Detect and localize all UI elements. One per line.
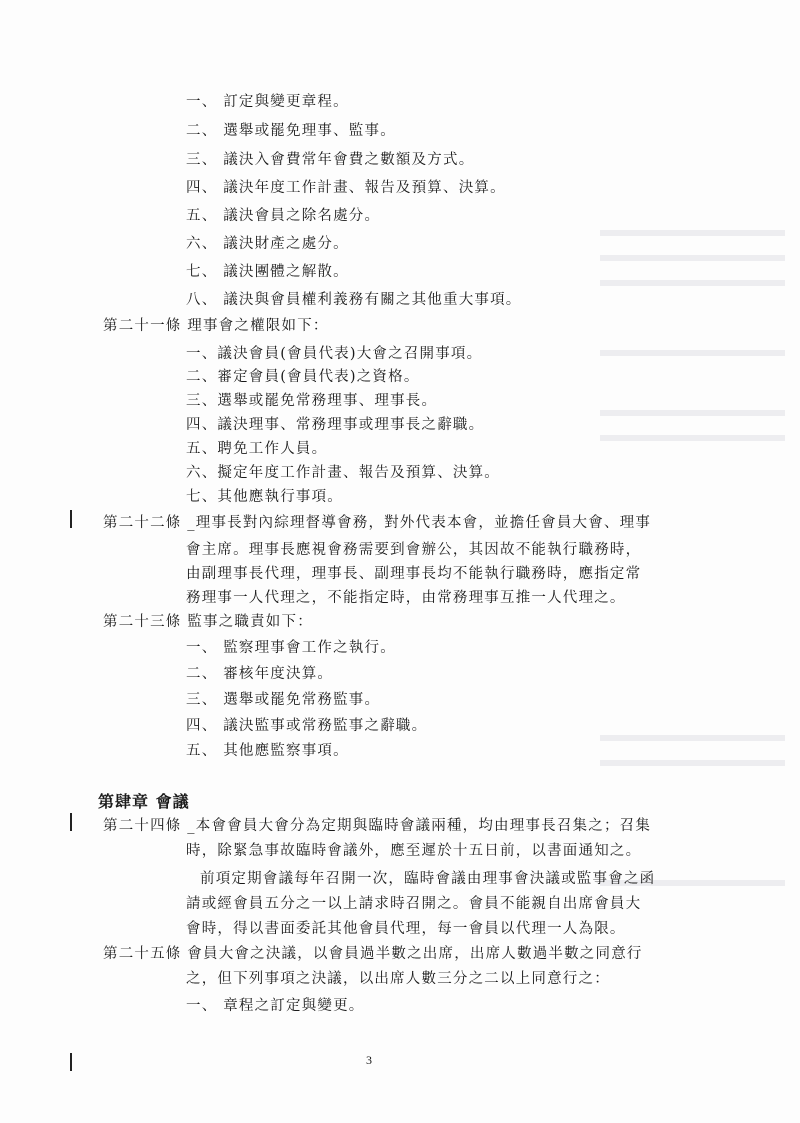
art25-line-2: 之，但下列事項之決議，以出席人數三分之二以上同意行之： bbox=[186, 971, 610, 987]
art24-line-2: 時，除緊急事故臨時會議外，應至遲於十五日前，以書面通知之。 bbox=[186, 843, 642, 859]
art21-item-2: 二、審定會員(會員代表)之資格。 bbox=[186, 369, 420, 385]
art24-line-1: 第二十四條 _本會會員大會分為定期與臨時會議兩種，均由理事長召集之；召集 bbox=[103, 818, 652, 834]
art23-heading: 第二十三條 監事之職責如下： bbox=[103, 614, 313, 630]
art23-item-2: 二、 審核年度決算。 bbox=[186, 666, 334, 682]
art22-line-1: 第二十二條 _理事長對內綜理督導會務，對外代表本會，並擔任會員大會、理事 bbox=[103, 515, 652, 531]
art23-item-1: 一、 監察理事會工作之執行。 bbox=[186, 640, 396, 656]
art19-item-2: 二、 選舉或罷免理事、監事。 bbox=[186, 123, 396, 139]
art19-item-5: 五、 議決會員之除名處分。 bbox=[186, 208, 381, 224]
art21-item-1: 一、議決會員(會員代表)大會之召開事項。 bbox=[186, 346, 483, 362]
revision-bar bbox=[70, 1053, 72, 1071]
art23-item-3: 三、 選舉或罷免常務監事。 bbox=[186, 692, 381, 708]
art21-item-4: 四、議決理事、常務理事或理事長之辭職。 bbox=[186, 417, 485, 433]
art21-item-3: 三、選舉或罷免常務理事、理事長。 bbox=[186, 393, 438, 409]
page-number: 3 bbox=[366, 1053, 372, 1067]
art21-item-7: 七、其他應執行事項。 bbox=[186, 489, 343, 505]
art23-item-5: 五、 其他應監察事項。 bbox=[186, 743, 349, 759]
art22-line-4: 務理事一人代理之，不能指定時，由常務理事互推一人代理之。 bbox=[186, 590, 626, 606]
art19-item-6: 六、 議決財產之處分。 bbox=[186, 236, 349, 252]
revision-bar bbox=[70, 510, 72, 528]
art19-item-7: 七、 議決團體之解散。 bbox=[186, 264, 349, 280]
art25-line-1: 第二十五條 會員大會之決議，以會員過半數之出席，出席人數過半數之同意行 bbox=[103, 946, 643, 962]
art22-line-3: 由副理事長代理，理事長、副理事長均不能執行職務時，應指定常 bbox=[186, 566, 642, 582]
art24-line-4: 請或經會員五分之一以上請求時召開之。會員不能親自出席會員大 bbox=[186, 896, 642, 912]
art19-item-4: 四、 議決年度工作計畫、報告及預算、決算。 bbox=[186, 180, 506, 196]
art25-line-3: 一、 章程之訂定與變更。 bbox=[186, 998, 365, 1014]
art21-heading: 第二十一條 理事會之權限如下： bbox=[103, 318, 329, 334]
art21-item-6: 六、擬定年度工作計畫、報告及預算、決算。 bbox=[186, 465, 500, 481]
art24-line-3: 前項定期會議每年召開一次，臨時會議由理事會決議或監事會之函 bbox=[200, 871, 656, 887]
art19-item-1: 一、 訂定與變更章程。 bbox=[186, 94, 349, 110]
chapter-title: 第肆章 會議 bbox=[98, 792, 190, 811]
art22-line-2: 會主席。理事長應視會務需要到會辦公，其因故不能執行職務時， bbox=[186, 542, 642, 558]
art19-item-8: 八、 議決與會員權利義務有關之其他重大事項。 bbox=[186, 292, 522, 308]
art19-item-3: 三、 議決入會費常年會費之數額及方式。 bbox=[186, 152, 475, 168]
art21-item-5: 五、聘免工作人員。 bbox=[186, 441, 328, 457]
revision-bar bbox=[70, 813, 72, 831]
art24-line-5: 會時，得以書面委託其他會員代理，每一會員以代理一人為限。 bbox=[186, 921, 626, 937]
art23-item-4: 四、 議決監事或常務監事之辭職。 bbox=[186, 718, 428, 734]
